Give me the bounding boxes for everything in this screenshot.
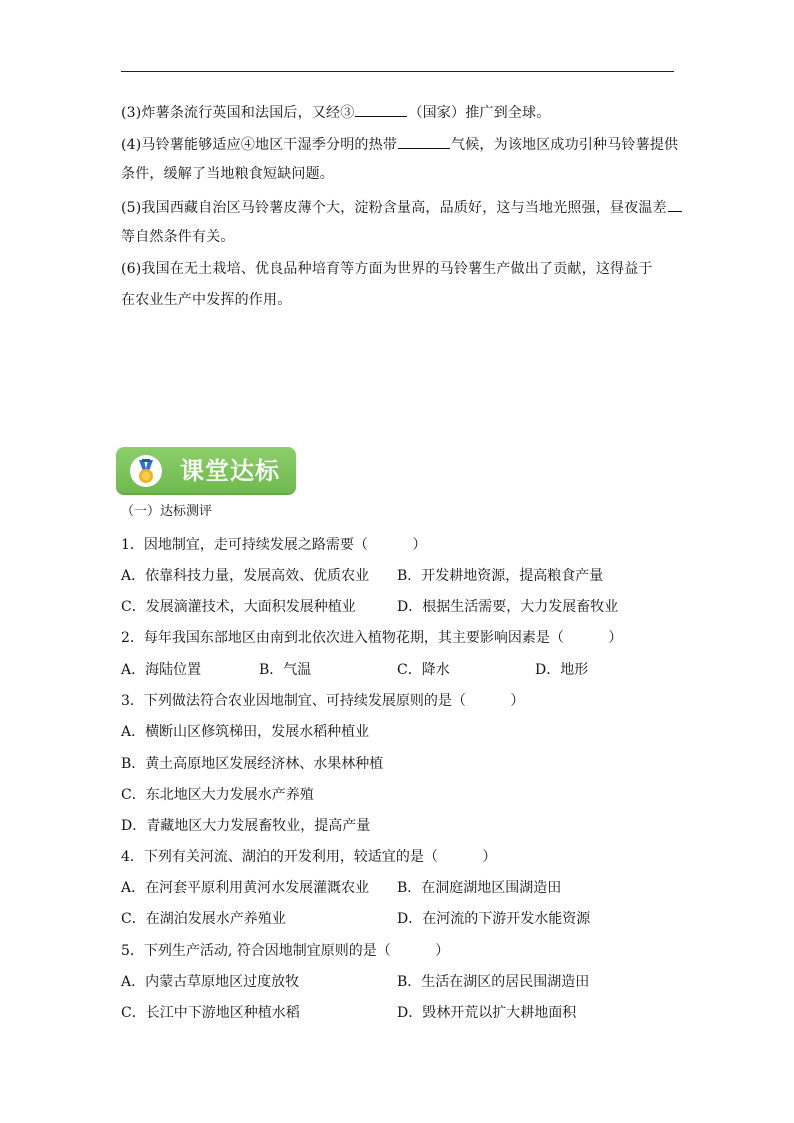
question-5-line-1: [121, 199, 683, 215]
question-1-option-a: A．依靠科技力量，发展高效、优质农业: [121, 568, 370, 584]
question-4-option-b: B．在洞庭湖地区围湖造田: [397, 880, 562, 896]
question-2-option-a: A．海陆位置: [121, 662, 202, 678]
question-6-line-1: (6)我国在无土栽培、优良品种培育等方面为世界的马铃薯生产做出了贡献，这得益于: [121, 261, 653, 277]
section-banner: [116, 447, 296, 495]
q3-text-before: (3)炸薯条流行英国和法国后，又经③: [121, 105, 355, 121]
question-4-option-c: C．在湖泊发展水产养殖业: [121, 911, 286, 927]
header-divider: [121, 71, 674, 72]
question-5-line-2: 等自然条件有关。: [121, 229, 235, 245]
question-3-line: [121, 104, 550, 120]
question-3-option-a: A．横断山区修筑梯田，发展水稻种植业: [121, 724, 370, 740]
fill-blank: [398, 136, 450, 149]
question-2-stem: 2．每年我国东部地区由南到北依次进入植物花期，其主要影响因素是（ ）: [121, 630, 623, 646]
q3-text-after: （国家）推广到全球。: [408, 105, 551, 121]
q4-text-after: 气候，为该地区成功引种马铃薯提供: [451, 137, 679, 153]
question-1-option-b: B．开发耕地资源，提高粮食产量: [397, 568, 604, 584]
question-4-line-2: 条件，缓解了当地粮食短缺问题。: [121, 166, 334, 182]
question-5-option-d: D．毁林开荒以扩大耕地面积: [397, 1005, 577, 1021]
question-4-option-a: A．在河套平原利用黄河水发展灌溉农业: [121, 880, 370, 896]
question-2-option-b: B．气温: [259, 662, 312, 678]
question-5-option-c: C．长江中下游地区种植水稻: [121, 1005, 300, 1021]
question-3-option-c: C．东北地区大力发展水产养殖: [121, 787, 314, 803]
fill-blank: [355, 104, 407, 117]
question-1-option-d: D．根据生活需要，大力发展畜牧业: [397, 599, 619, 615]
question-5-stem: 5．下列生产活动, 符合因地制宜原则的是（ ）: [121, 943, 450, 959]
fill-blank: [668, 199, 682, 212]
question-4-stem: 4．下列有关河流、湖泊的开发利用，较适宜的是（ ）: [121, 849, 497, 865]
question-2-option-d: D．地形: [535, 662, 589, 678]
question-1-stem: 1．因地制宜，走可持续发展之路需要（ ）: [121, 537, 427, 553]
question-2-option-c: C．降水: [397, 662, 450, 678]
question-4-line-1: [121, 136, 678, 152]
question-3-stem: 3．下列做法符合农业因地制宜、可持续发展原则的是（ ）: [121, 693, 525, 709]
medal-icon: [130, 455, 162, 487]
question-5-option-b: B．生活在湖区的居民围湖造田: [397, 974, 590, 990]
section-subtitle: （一）达标测评: [121, 504, 213, 519]
question-5-option-a: A．内蒙古草原地区过度放牧: [121, 974, 300, 990]
q4-text-before: (4)马铃薯能够适应④地区干湿季分明的热带: [121, 137, 398, 153]
question-1-option-c: C．发展滴灌技术，大面积发展种植业: [121, 599, 356, 615]
question-4-option-d: D．在河流的下游开发水能资源: [397, 911, 591, 927]
question-3-option-d: D．青藏地区大力发展畜牧业，提高产量: [121, 818, 371, 834]
section-title: 课堂达标: [180, 457, 280, 485]
q5-text: (5)我国西藏自治区马铃薯皮薄个大，淀粉含量高，品质好，这与当地光照强，昼夜温差: [121, 200, 667, 216]
question-3-option-b: B．黄土高原地区发展经济林、水果林种植: [121, 756, 384, 772]
question-6-line-2: 在农业生产中发挥的作用。: [121, 292, 292, 308]
